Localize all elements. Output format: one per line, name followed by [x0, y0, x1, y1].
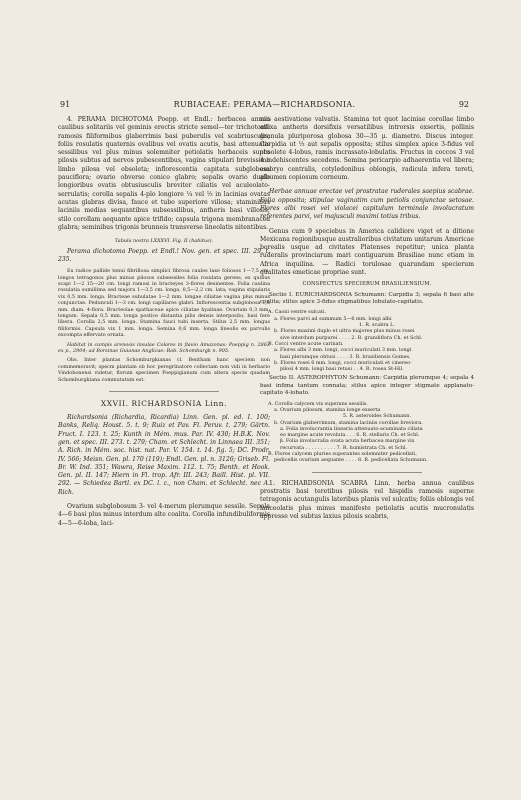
section-one: Sectio I. EURICHARDSONIA Schumann: Carpidia 3; sepala 6 basi alte coalita; stilus apice 3-fidus stigmatibus lobulato-capitatis. — [260, 291, 474, 306]
genus-description: Ovarium subglobosum 3- vel 4-merum plerumque sessile. Sepala 4—6 basi plus minus interdum alte coalita. Corolla infundibuliformis 4—5—6-loba, laci- — [58, 503, 270, 527]
key-line: A. Caoni ventre sulcati. — [268, 309, 327, 316]
key-line: sive interdum purpurei . . . . 2. R. grandiflora Ch. et Schl. — [280, 334, 423, 341]
key-line: a. Flores parvi ad summum 5—6 mm. longi albi — [274, 315, 392, 322]
key-line: A. Corolla calycem vix superans sessilis. — [268, 400, 368, 407]
key-line: b. Flores rosei 6 mm. longi, cocci muriculati et cinereo- — [274, 359, 412, 366]
detailed-description: Ex radice pallide tenui fibrillosa simplici fibrosa caules laxe foliosos 1—7,5 cm. longos tetragonos plus minus pilosos subsessiles folia rosulata gerens, ex quibus scapi 1—2 15—20 cm. longi ramosi in bracteyes 3-flores desinentes. Folia caulina rosulatia sumillima sed majora 1—3,5 cm. longa, 0,5—2,2 cm. lata; vagina stipularis vix 0,5 mm. longa. Bracteae subulatae 1—2 mm. longae ciliatae vagina plus minus conjunctae. Pedunculi 1—3 cm. longi capillares glabri. Inflorescentia subglobosa 1,5 mm. diam. 4-flora. Bracteolae spathaceae apice ciliatae hyalinae. Ovarium 0,3 mm. longum. Sepala 0,5 mm. longa postice distantia pilis densis interposito, basi fere libera. Corolla 2,5 mm. longa. Stamina fauci tubi inserta. Stilus 2,5 mm. longus filiformis. Capsula vix 1 mm. longa. Semina 0,6 mm. longa lineolis ex parvulis excompta effervato ornata. — [58, 268, 270, 339]
page-number-right: 92 — [458, 100, 469, 109]
key-line: pedicellis ovarium aequante . . . . 8. R. pedicellata Schumann. — [274, 457, 428, 464]
section-two: Sectio II. ASTEROPHYTON Schumann: Carpidia plerumque 4; sepala 4 basi infima tantum connata; stilus apice integer stigmate applanato-capitato 4-lobato. — [260, 375, 474, 397]
running-header — [60, 100, 469, 112]
plate-reference: Tabula nostra LXXXVI. Fig. II (habitus). — [114, 238, 214, 245]
species-description-scabra: 1. RICHARDSONIA SCABRA Linn. herba annua caulibus prostratis basi teretibus pilosis vel hispidis ramosis superne tetragonis acutangulis lateribus planis vel sulcatis; foliis oblongis vel lanceolatis plus minus manifeste petiolatis acutis mucronulatis appresse vel subtus laxius pilosis scabris, — [260, 479, 474, 520]
key-line: eo margine acute revoluta . . . 6. R. stellaris Ch. et Schl. — [280, 432, 420, 439]
key-line: β. Folia involucralia ovata acuta herbacea margine vix — [280, 438, 415, 445]
key-line: pilosi 4 mm. longi basi retusi . . 4. R. rosea St-Hil. — [280, 366, 404, 373]
key-line: a. Ovarium pilosum, stamina longe exserta — [274, 406, 381, 413]
habitat-note: Habitat in campis arenosis insulae Colares in flavio Amazonas: Poeppig n. 2862 ex p., 2904; ad Borsinae Guianae Anglicae: Rob. Schomburgk n. 905. — [58, 341, 270, 355]
right-column — [260, 116, 474, 525]
divider-rule — [109, 391, 219, 392]
divider-rule — [312, 472, 422, 473]
key-line: B. Cocci ventre acute carinati. — [268, 340, 344, 347]
citation: Perama dichotoma Poepp. et Endl.! Nov. gen. et spec. III. 29. t. 235. — [58, 247, 270, 263]
genus-habit: Herbae annuae erectae vel prostratae ruderales saepius scabrae. Folia opposita; stipulae vaginatim cum petiolis conjunctae setosae. Flores albi rosei vel violacei capitulum terminale involucratum referentes parvi, vel majusculi maximi totius tribus. — [260, 188, 474, 221]
observation-note: Obs. Inter plantas Schomburgkianas cl. Bentham hanc speciem non commemoravit; specm plantam ob hoc peregrinatore collectam non vidi in herbario Vindobonensi videtur, florum specimen Poeppigianum cum altera specie quadam Schomburgkiana commutatum est. — [58, 357, 270, 383]
key-line: b. Ovarium glaberrimum, stamina laciniis corollae breviora. — [274, 419, 423, 426]
species-description: 4. PERAMA DICHOTOMA Poepp. et Endl.: herbacea annua caulibus solitariis vel geminis erectis stricte semel—ter trichotome ramosis filiformibus glaberrimis basi puberulis vel scabriusculis; foliis rosulatis quaternis ovalibus vel ovatis acutis, basi attenuatis sessilibus vel plus minus solemniter petiolatis herbaceis supra pilosis subtus ad nervos pubescentibus, vagina stipulari brevissima limbo pilosa vel obsoleta; inflorescentia capitata subglobosa pauciflora; ovario obverse conico glabro; sepalis ovario duplo longioribus ovatis obtusiusculis breviter ciliatis vel aculeolato-serrulatis; corolla sepalis 4-plo longiore ¼ vel ⅓ in lacinias ovatas acutas glabras divisa, fauce et tubo superiore villosa; staminibus laciniis medias sequantibus subsessilibus, antheris basi villosis; stilo corollam aequante apice trifido; capsula trigona membranacea glabra; seminibus trigonis brunneis transverse lineolatis nitentibus. — [58, 116, 270, 231]
left-column — [58, 116, 270, 532]
species-key-one — [260, 309, 474, 372]
key-line: 5. R. asteroides Schumann. — [342, 413, 412, 420]
genus-synonymy: Richardsonia (Richardia, Ricardia) Linn. Gen. pl. ed. I. 100; Banks, Reliq. Houst. 5. t. 9; Ruiz et Pav. Fl. Peruv. t. 279; Gärtn. Fruct. I. 123. t. 25; Kunth in Mém. mus. Par. IV. 430; H.B.K. Nov. gen. et spec. III. 273. t. 279; Cham. et Schlecht. in Linnaea III. 351; A. Rich. in Mém. soc. hist. nat. Par. V. 154. t. 14. fig. 5; DC. Prodr. IV. 566; Meisn. Gen. pl. 170 (119); Endl. Gen. pl. n. 3126; Griseb. Fl. Br. W. Ind. 351; Wawra, Reise Maxim. 112. t. 75; Benth. et Hook. Gen. pl. II. 147; Hiern in Fl. trop. Afr. III. 243; Baill. Hist. pl. VII. 292. — Schiedea Bartl. ex DC. l. c., non Cham. et Schlecht. nec A. Rich. — [58, 414, 270, 496]
page-number-left: 91 — [60, 100, 71, 109]
key-line: recurvata . . . . . . . . . . 7. R. humistrata Ch. et Schl. — [280, 444, 408, 451]
running-head: RUBIACEAE: PERAMA—RICHARDSONIA. — [173, 100, 356, 109]
key-line: 1. R. scabra L. — [359, 322, 395, 329]
genus-description-cont: niis aestivatione valvatis. Stamina tot quot laciniae corollae limbo affixa antheris dorsifixis versatilibus introrsis exsertis, pollinis granula pluriporosa globosa 30—35 μ. diametro. Discus integer. Carpidia ut ⅓ aut sepalis opposita; stilus simplex apice 3-fidus vel obsolete 4-lobus, ramis incrassato-lobulatis. Fructus in coccos 3 vel 4 indehiscentes secedens. Semina pericarpio adhaerentia vel libera; embryo centralis, cotyledonibus oblongis, radicula infera tereti, albumen copiosum corneum. — [260, 116, 474, 182]
key-line: a. Folia involucrantia linearia attenuato-acuminata ciliata — [280, 425, 423, 432]
key-line: a. Flores albi 3 mm. longi, cocci muriculati 3 mm. longi — [274, 347, 412, 354]
conspectus-heading: CONSPECTUS SPECIERUM BRASILIENSIUM. — [302, 281, 432, 288]
key-line: basi plerumque obtusi . . . . 3. R. brasiliensis Gomes. — [280, 353, 411, 360]
key-line: b. Flores maximi duplo et ultra majores plus minus rosei — [274, 328, 415, 335]
genus-distribution: Genus cum 9 speciebus in America calidiore viget et a ditione Mexicana regionibusque australioribus civitatum unitarum Americae borealis usque ad civitates Platenses repetitur; unica planta ruderalis provinciarum mari contiguarum Brasiliae nunc etiam in Africa inquilina. — Radici torulosae quarundam specierum qualitates emeticae propriae sunt. — [260, 227, 474, 277]
genus-heading: XXVII. RICHARDSONIA Linn. — [100, 399, 228, 409]
species-key-two — [260, 401, 474, 464]
key-line: B. Flores calycem pluries superantes solemniter pedicellati, — [268, 451, 417, 458]
